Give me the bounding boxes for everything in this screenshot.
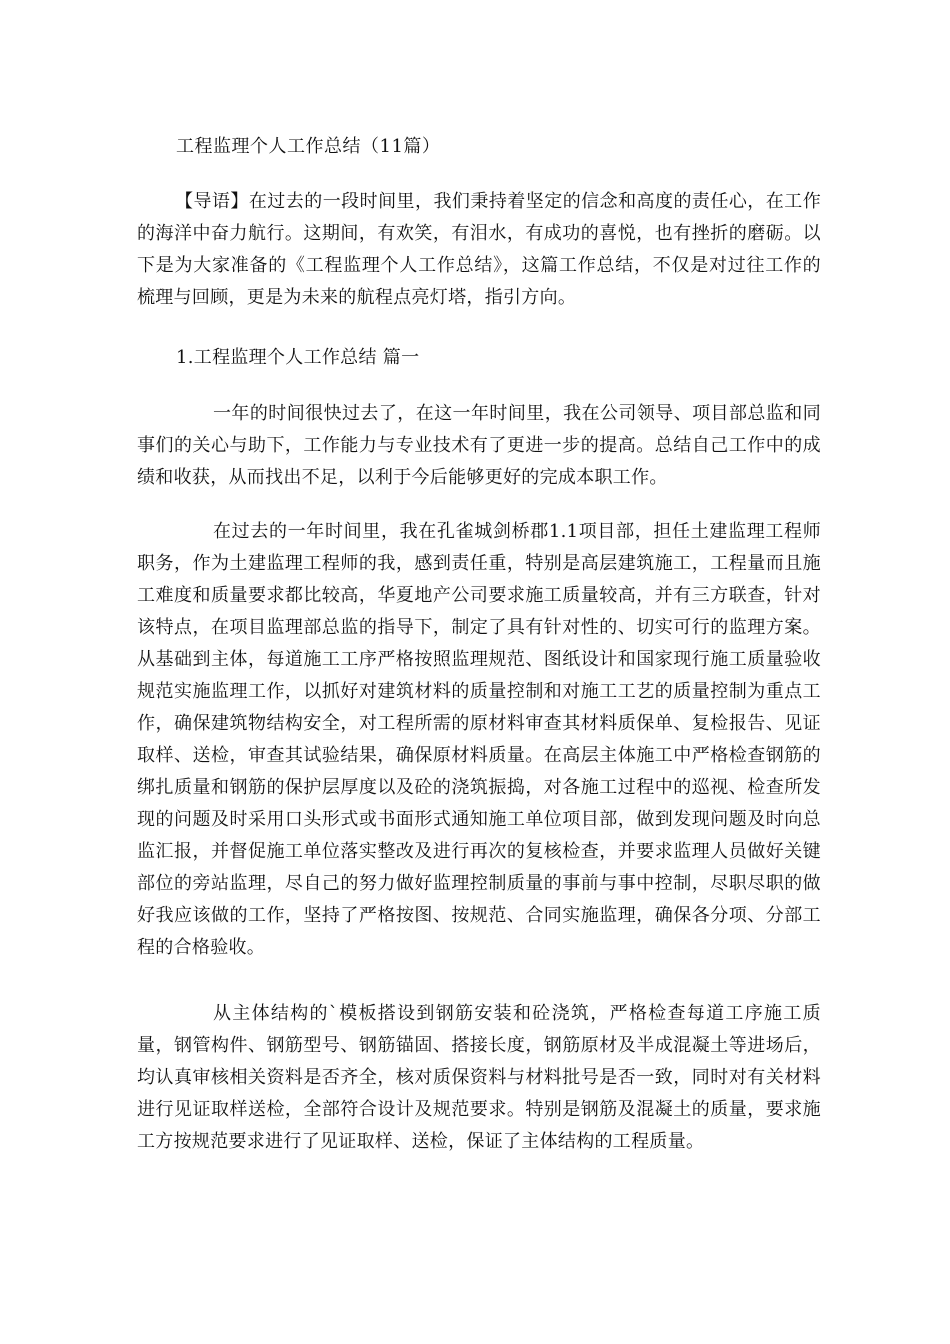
body-paragraph-3: 从主体结构的`模板搭设到钢筋安装和砼浇筑，严格检查每道工序施工质量，钢管构件、钢筋型号、钢筋锚固、搭接长度，钢筋原材及半成混凝土等进场后，均认真审核相关资料是否齐全，核对质保资料与材料批号是否一致，同时对有关材料进行见证取样送检，全部符合设计及规范要求。特别是钢筋及混凝土的质量，要求施工方按规范要求进行了见证取样、送检，保证了主体结构的工程质量。 xyxy=(137,1003,821,1152)
body-paragraph-1: 一年的时间很快过去了，在这一年时间里，我在公司领导、项目部总监和同事们的关心与助下，工作能力与专业技术有了更进一步的提高。总结自己工作中的成绩和收获，从而找出不足，以利于今后能够更好的完成本职工作。 xyxy=(137,403,821,488)
intro-paragraph: 【导语】在过去的一段时间里，我们秉持着坚定的信念和高度的责任心，在工作的海洋中奋力航行。这期间，有欢笑，有泪水，有成功的喜悦，也有挫折的磨砺。以下是为大家准备的《工程监理个人工作总结》，这篇工作总结，不仅是对过往工作的梳理与回顾，更是为未来的航程点亮灯塔，指引方向。 xyxy=(137,191,821,308)
section-heading: 1.工程监理个人工作总结 篇一 xyxy=(176,347,420,368)
document-title: 工程监理个人工作总结（11篇） xyxy=(176,136,441,157)
body-paragraph-2: 在过去的一年时间里，我在孔雀城剑桥郡1.1项目部，担任土建监理工程师职务，作为土建监理工程师的我，感到责任重，特别是高层建筑施工，工程量而且施工难度和质量要求都比较高，华夏地产公司要求施工质量较高，并有三方联查，针对该特点，在项目监理部总监的指导下，制定了具有针对性的、切实可行的监理方案。从基础到主体，每道施工工序严格按照监理规范、图纸设计和国家现行施工质量验收规范实施监理工作，以抓好对建筑材料的质量控制和对施工工艺的质量控制为重点工作，确保建筑物结构安全，对工程所需的原材料审查其材料质保单、复检报告、见证取样、送检，审查其试验结果，确保原材料质量。在高层主体施工中严格检查钢筋的绑扎质量和钢筋的保护层厚度以及砼的浇筑振捣，对各施工过程中的巡视、检查所发现的问题及时采用口头形式或书面形式通知施工单位项目部，做到发现问题及时向总监汇报，并督促施工单位落实整改及进行再次的复核检查，并要求监理人员做好关键部位的旁站监理，尽自己的努力做好监理控制质量的事前与事中控制，尽职尽职的做好我应该做的工作，坚持了严格按图、按规范、合同实施监理，确保各分项、分部工程的合格验收。 xyxy=(137,521,821,958)
